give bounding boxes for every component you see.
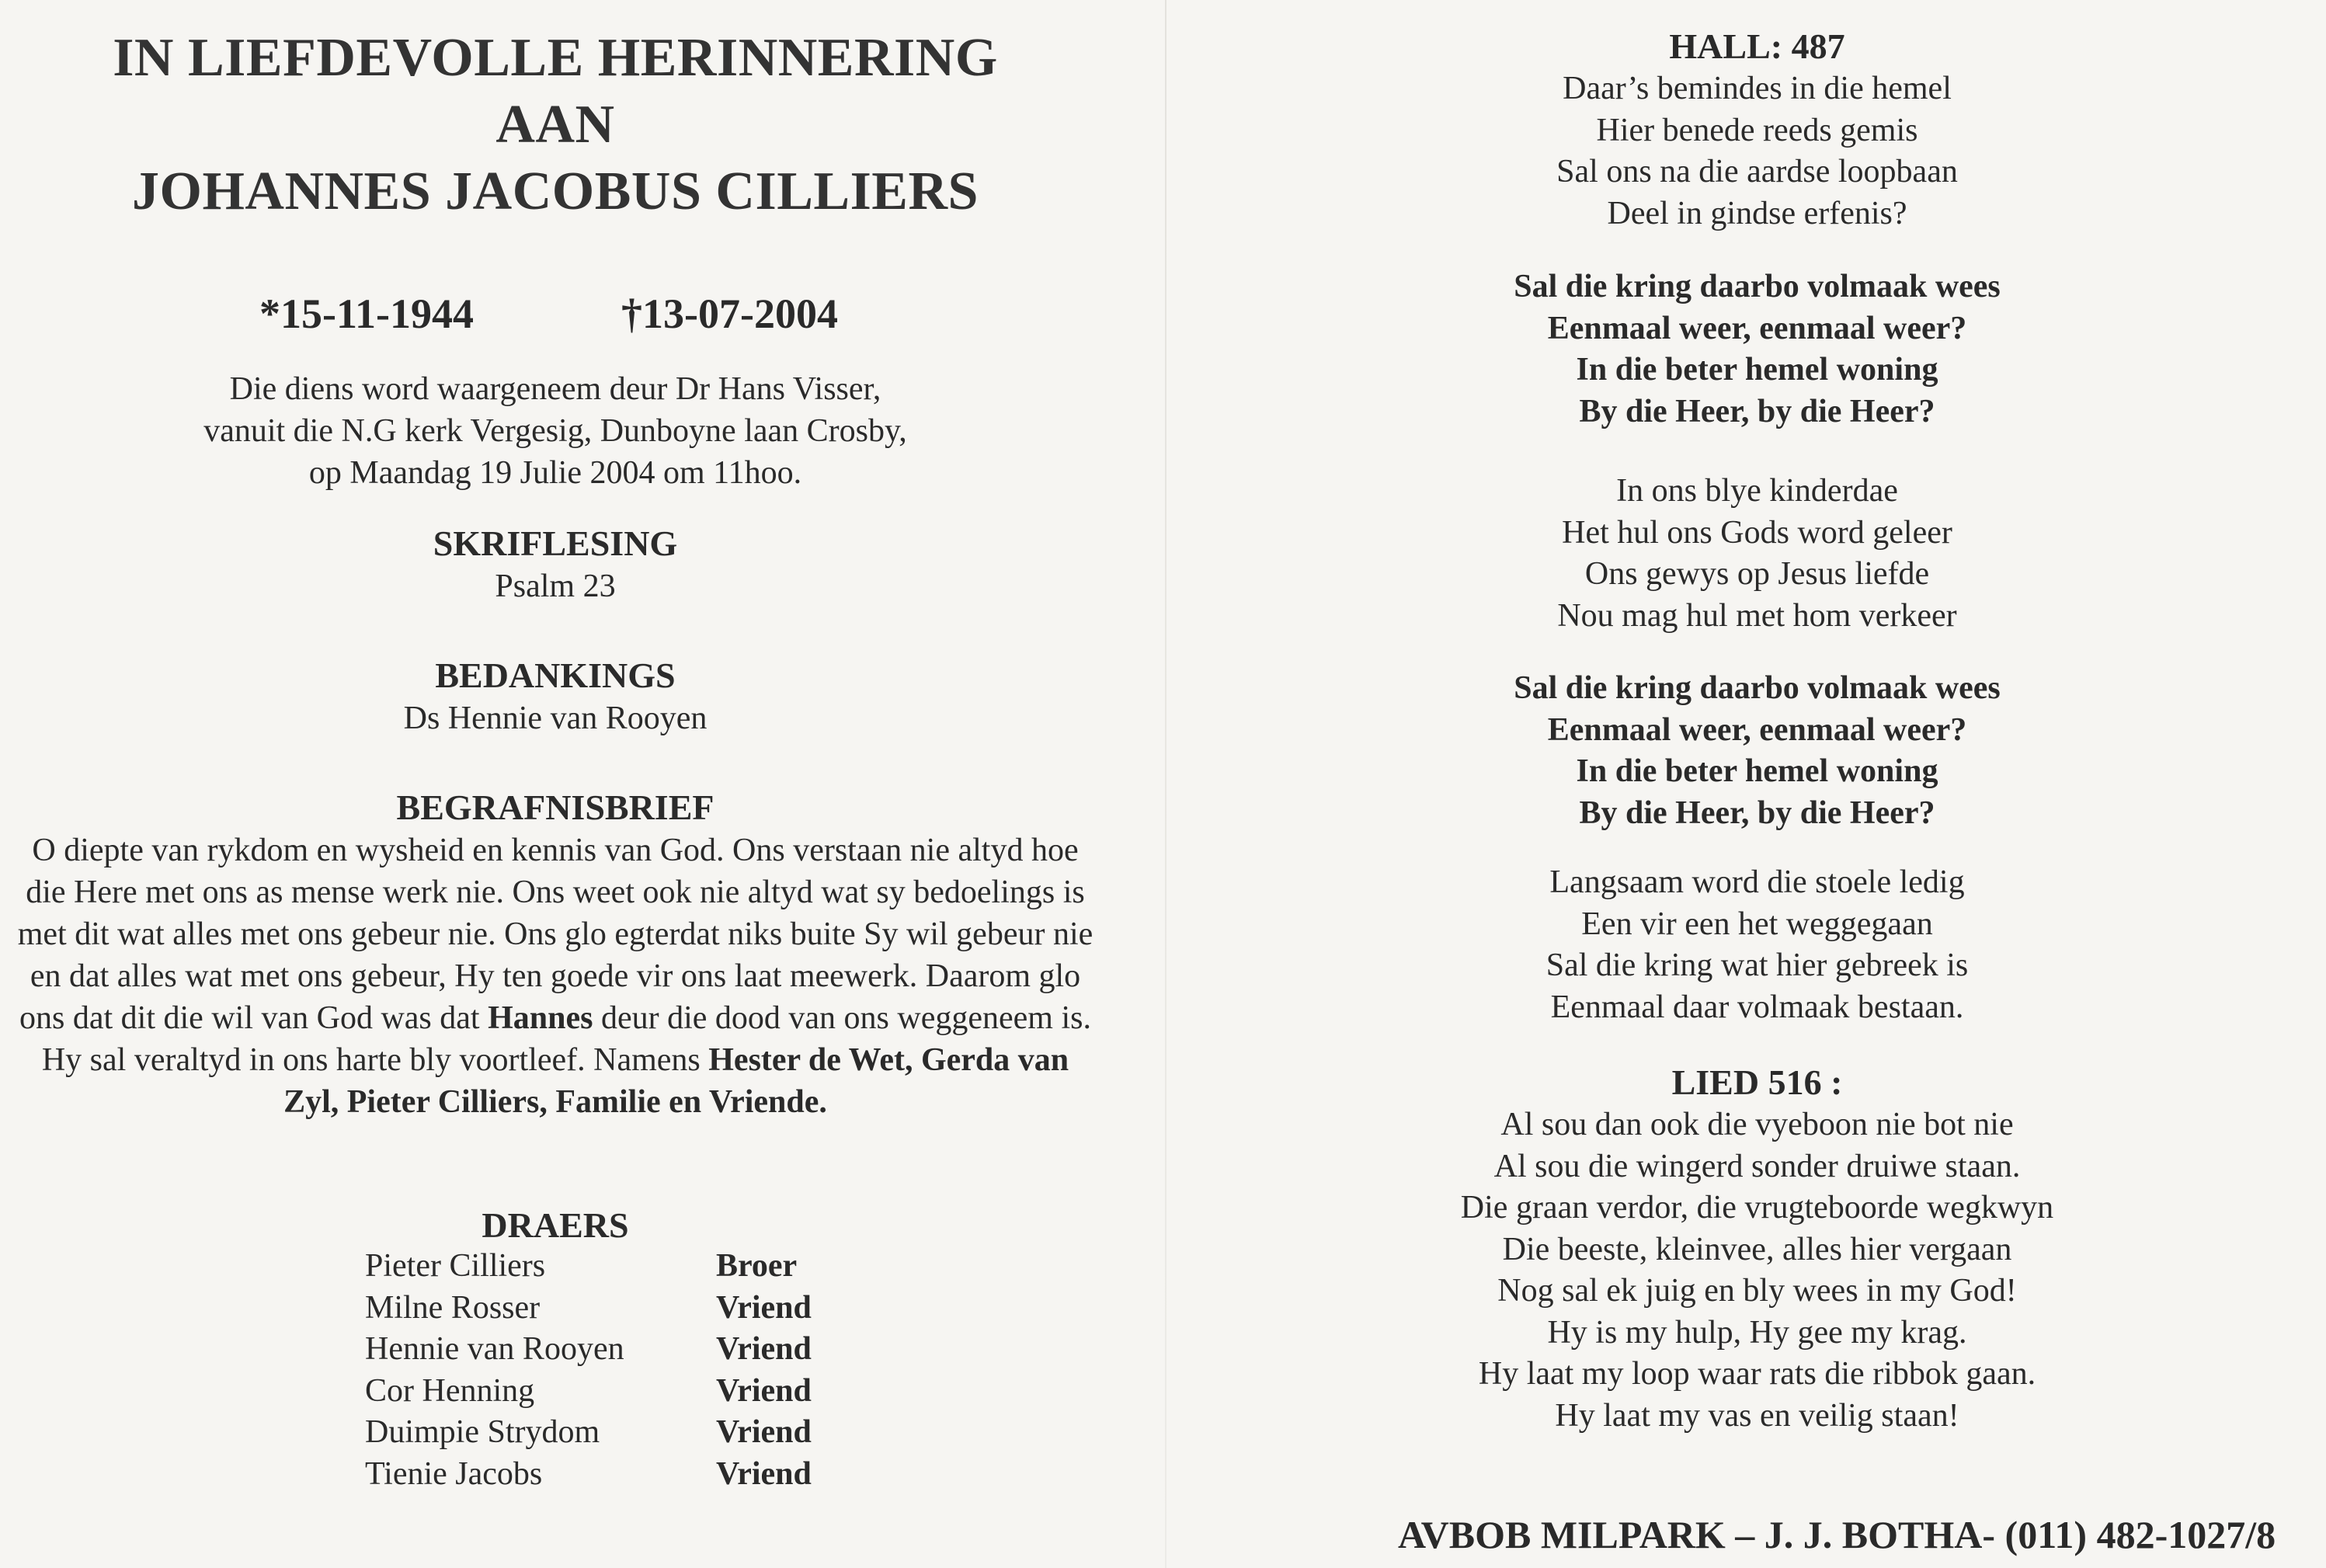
letter-text: O diepte van rykdom en wysheid en kennis van God. Ons verstaan nie altyd hoe die Here met ons as mense werk nie. Ons weet ook nie altyd wat sy bedoelings is met dit wat alles met ons gebeur nie. Ons glo egterdat niks buite Sy wil gebeur nie en dat alles wat met ons gebeur, Hy ten goede vir ons laat meewerk. Daarom glo ons dat dit die wil van God was dat (17, 833, 1093, 1036)
bearer-name: Hennie van Rooyen (365, 1331, 624, 1368)
chorus-line: Sal die kring daarbo volmaak wees (1514, 670, 2001, 706)
verse-line: Eenmaal daar volmaak bestaan. (1550, 989, 1964, 1025)
verse-line: Al sou dan ook die vyeboon nie bot nie (1500, 1107, 2014, 1142)
bearer-name: Milne Rosser (365, 1289, 541, 1326)
chorus-1 (1188, 266, 2326, 433)
hymn-487 (1188, 25, 2326, 235)
verse-line: Nog sal ek juig en bly wees in my God! (1497, 1273, 2017, 1309)
bearer-relation: Vriend (716, 1455, 812, 1492)
memorial-title (0, 25, 1111, 225)
bearers-heading-block (0, 1204, 1111, 1247)
verse-line: Een vir een het weggegaan (1581, 906, 1933, 942)
title-line: JOHANNES JACOBUS CILLIERS (132, 162, 979, 221)
bearer-name: Pieter Cilliers (365, 1248, 546, 1284)
title-line: AAN (495, 95, 615, 155)
verse-2 (1188, 471, 2326, 637)
verse-line: Langsaam word die stoele ledig (1549, 864, 1965, 900)
thanks-text: Ds Hennie van Rooyen (403, 701, 708, 736)
service-details (0, 368, 1111, 494)
death-date: †13-07-2004 (621, 290, 838, 337)
funeral-home-footer: AVBOB MILPARK – J. J. BOTHA- (011) 482-1027/8 (1398, 1513, 2276, 1556)
right-page (1188, 0, 2326, 1568)
hymn-heading: HALL: 487 (1669, 26, 1845, 66)
chorus-line: Eenmaal weer, eenmaal weer? (1547, 310, 1967, 346)
service-line: vanuit die N.G kerk Vergesig, Dunboyne laan Crosby, (203, 413, 907, 449)
verse-line: Hy is my hulp, Hy gee my krag. (1547, 1314, 1967, 1351)
letter-text: deur die dood van ons weggeneem is. Hy sal veraltyd in ons harte bly voortleef. Namens (41, 1000, 1091, 1078)
letter-heading: BEGRAFNISBRIEF (396, 787, 714, 827)
bearer-relation: Vriend (716, 1414, 812, 1451)
bearer-relation: Vriend (716, 1372, 812, 1409)
verse-line: Sal die kring wat hier gebreek is (1545, 947, 1969, 983)
table-row (365, 1329, 812, 1371)
verse-line: Daar’s bemindes in die hemel (1563, 71, 1952, 106)
table-row (365, 1288, 812, 1330)
card-fold (1165, 0, 1166, 1568)
verse-line: Die graan verdor, die vrugteboorde wegkwyn (1460, 1190, 2054, 1226)
table-row (365, 1412, 812, 1454)
bearer-relation: Vriend (716, 1289, 812, 1326)
bearer-name: Cor Henning (365, 1372, 535, 1409)
hymn-heading: LIED 516 : (1671, 1062, 1843, 1102)
bearer-name: Tienie Jacobs (365, 1455, 543, 1492)
title-line: IN LIEFDEVOLLE HERINNERING (113, 28, 998, 88)
verse-line: Deel in gindse erfenis? (1607, 195, 1907, 231)
chorus-line: In die beter hemel woning (1576, 753, 1938, 789)
chorus-line: By die Heer, by die Heer? (1579, 393, 1935, 429)
verse-line: Het hul ons Gods word geleer (1562, 514, 1952, 551)
verse-line: Al sou die wingerd sonder druiwe staan. (1493, 1148, 2021, 1184)
chorus-line: In die beter hemel woning (1576, 352, 1938, 388)
verse-line: Die beeste, kleinvee, alles hier vergaan (1502, 1231, 2012, 1267)
deceased-name: Hannes (488, 1000, 593, 1036)
bearer-name: Duimpie Strydom (365, 1414, 600, 1451)
left-page (0, 0, 1111, 1568)
bearers-table (365, 1246, 812, 1496)
bearer-relation: Vriend (716, 1331, 812, 1368)
table-row (365, 1454, 812, 1496)
verse-line: Hy laat my vas en veilig staan! (1555, 1397, 1959, 1434)
birth-date: *15-11-1944 (259, 290, 474, 337)
signatories: Hester de Wet, Gerda van Zyl, Pieter Cilliers, Familie en Vriende. (283, 1042, 1069, 1120)
chorus-line: Sal die kring daarbo volmaak wees (1514, 269, 2001, 304)
service-line: Die diens word waargeneem deur Dr Hans Visser, (229, 371, 881, 407)
chorus-line: By die Heer, by die Heer? (1579, 794, 1935, 831)
table-row (365, 1371, 812, 1413)
thanks-section (0, 654, 1111, 739)
table-row (365, 1246, 812, 1288)
chorus-2 (1188, 668, 2326, 834)
reading-section (0, 522, 1111, 607)
verse-line: Nou mag hul met hom verkeer (1557, 597, 1957, 634)
verse-line: In ons blye kinderdae (1616, 473, 1898, 509)
thanks-heading: BEDANKINGS (435, 655, 676, 695)
bearer-relation: Broer (716, 1248, 798, 1284)
bearers-heading: DRAERS (482, 1205, 629, 1245)
verse-line: Ons gewys op Jesus liefde (1584, 556, 1930, 592)
reading-heading: SKRIFLESING (433, 523, 678, 563)
service-line: op Maandag 19 Julie 2004 om 11hoo. (308, 455, 802, 491)
verse-line: Sal ons na die aardse loopbaan (1556, 154, 1958, 189)
hymn-516 (1188, 1061, 2326, 1437)
letter-heading-block (0, 786, 1111, 829)
chorus-line: Eenmaal weer, eenmaal weer? (1547, 711, 1967, 748)
verse-line: Hier benede reeds gemis (1596, 112, 1918, 148)
reading-text: Psalm 23 (495, 568, 616, 604)
funeral-letter (16, 829, 1095, 1123)
verse-line: Hy laat my loop waar rats die ribbok gaan. (1478, 1356, 2036, 1392)
verse-3 (1188, 862, 2326, 1028)
